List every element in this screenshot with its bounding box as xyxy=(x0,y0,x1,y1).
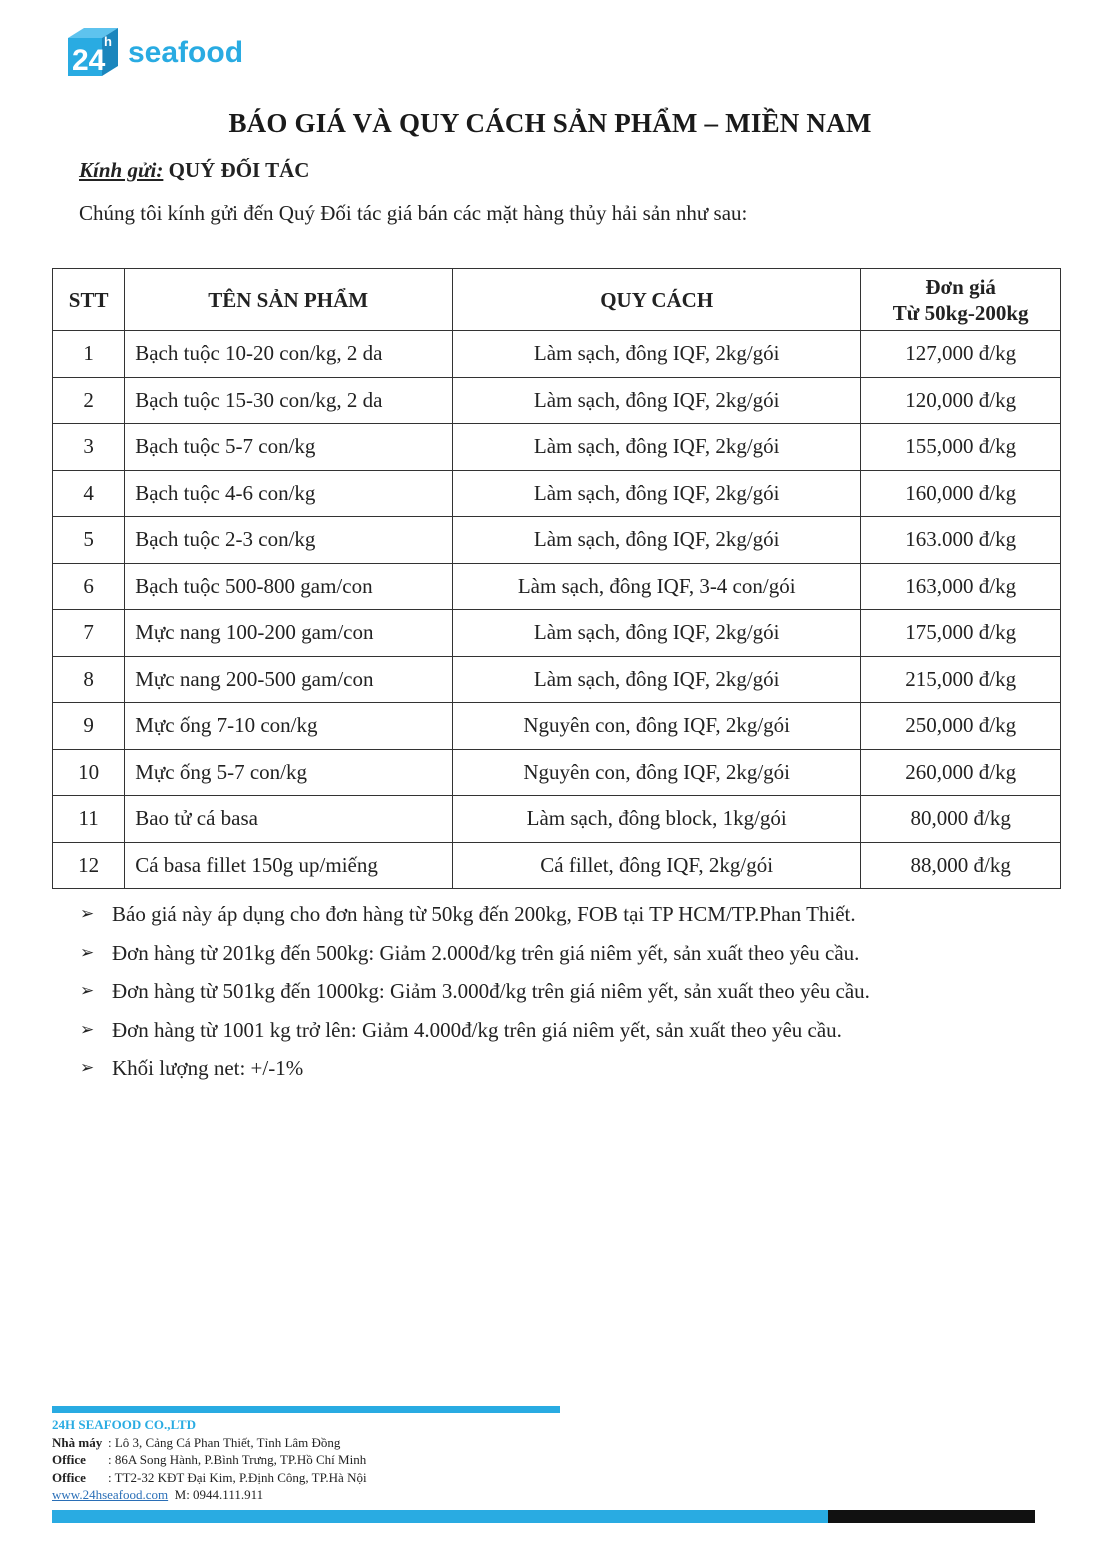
cell-price: 250,000 đ/kg xyxy=(861,703,1061,750)
table-row xyxy=(53,470,1061,517)
svg-text:24: 24 xyxy=(72,44,106,77)
footer-office2-line xyxy=(52,1469,367,1487)
cell-spec: Làm sạch, đông block, 1kg/gói xyxy=(453,796,861,843)
page-title: BÁO GIÁ VÀ QUY CÁCH SẢN PHẨM – MIỀN NAM xyxy=(228,108,872,138)
arrow-bullet-icon: ➢ xyxy=(80,1058,95,1077)
footer-bar-black xyxy=(828,1510,1035,1523)
table-row xyxy=(53,331,1061,378)
table-row xyxy=(53,656,1061,703)
svg-text:seafood: seafood xyxy=(128,36,244,69)
svg-text:h: h xyxy=(104,34,112,49)
cell-spec: Làm sạch, đông IQF, 2kg/gói xyxy=(453,656,861,703)
footer-website-link[interactable]: www.24hseafood.com xyxy=(52,1487,169,1502)
cell-product-name: Mực nang 100-200 gam/con xyxy=(125,610,453,657)
footer-factory-label: Nhà máy xyxy=(52,1434,103,1450)
header-spec: QUY CÁCH xyxy=(453,269,861,331)
note-text: Khối lượng net: +/-1% xyxy=(112,1056,304,1080)
header-price xyxy=(861,269,1061,331)
cell-price: 120,000 đ/kg xyxy=(861,377,1061,424)
table-row xyxy=(53,563,1061,610)
cell-price: 127,000 đ/kg xyxy=(861,331,1061,378)
cell-spec: Làm sạch, đông IQF, 2kg/gói xyxy=(453,470,861,517)
greeting-recipient: QUÝ ĐỐI TÁC xyxy=(168,158,310,182)
cell-price: 155,000 đ/kg xyxy=(861,424,1061,471)
arrow-bullet-icon: ➢ xyxy=(80,1019,95,1039)
footer-factory-address: : Lô 3, Cảng Cá Phan Thiết, Tỉnh Lâm Đồng xyxy=(108,1434,341,1450)
cell-product-name: Bao tử cá basa xyxy=(125,796,453,843)
footer-divider xyxy=(52,1406,560,1413)
table-row xyxy=(53,703,1061,750)
cell-spec: Nguyên con, đông IQF, 2kg/gói xyxy=(453,749,861,796)
table-header-row xyxy=(53,269,1061,331)
cell-product-name: Bạch tuộc 15-30 con/kg, 2 da xyxy=(125,377,453,424)
note-text: Báo giá này áp dụng cho đơn hàng từ 50kg đến 200kg, FOB tại TP HCM/TP.Phan Thiết. xyxy=(112,902,856,926)
footer-contact xyxy=(52,1416,367,1504)
cell-product-name: Bạch tuộc 2-3 con/kg xyxy=(125,517,453,564)
note-item xyxy=(80,975,870,1014)
footer-phone: M: 0944.111.911 xyxy=(174,1487,264,1502)
table-row xyxy=(53,796,1061,843)
cell-price: 160,000 đ/kg xyxy=(861,470,1061,517)
cell-spec: Làm sạch, đông IQF, 2kg/gói xyxy=(453,517,861,564)
price-table xyxy=(52,268,1061,889)
greeting-label: Kính gửi: xyxy=(79,158,164,182)
arrow-bullet-icon: ➢ xyxy=(80,981,95,1000)
cell-stt: 4 xyxy=(53,470,125,517)
header-price-line1: Đơn giá xyxy=(925,274,996,299)
header-stt: STT xyxy=(53,269,125,331)
note-text: Đơn hàng từ 501kg đến 1000kg: Giảm 3.000đ/kg trên giá niêm yết, sản xuất theo yêu cầu. xyxy=(112,979,870,1003)
cell-price: 80,000 đ/kg xyxy=(861,796,1061,843)
cell-product-name: Bạch tuộc 10-20 con/kg, 2 da xyxy=(125,331,453,378)
note-item xyxy=(80,898,870,937)
cell-stt: 9 xyxy=(53,703,125,750)
table-row xyxy=(53,842,1061,889)
cell-stt: 3 xyxy=(53,424,125,471)
table-row xyxy=(53,610,1061,657)
table-row xyxy=(53,377,1061,424)
cell-spec: Cá fillet, đông IQF, 2kg/gói xyxy=(453,842,861,889)
intro-text: Chúng tôi kính gửi đến Quý Đối tác giá bán các mặt hàng thủy hải sản như sau: xyxy=(79,201,748,225)
table-row xyxy=(53,517,1061,564)
footer-web-line xyxy=(52,1486,367,1504)
cell-product-name: Bạch tuộc 5-7 con/kg xyxy=(125,424,453,471)
cell-stt: 11 xyxy=(53,796,125,843)
cell-stt: 2 xyxy=(53,377,125,424)
header-price-line2: Từ 50kg-200kg xyxy=(892,300,1029,325)
note-text: Đơn hàng từ 201kg đến 500kg: Giảm 2.000đ/kg trên giá niêm yết, sản xuất theo yêu cầu. xyxy=(112,940,860,965)
arrow-bullet-icon: ➢ xyxy=(80,904,95,923)
cell-product-name: Mực nang 200-500 gam/con xyxy=(125,656,453,703)
footer-office2-label: Office xyxy=(52,1469,86,1485)
note-text: Đơn hàng từ 1001 kg trở lên: Giảm 4.000đ/kg trên giá niêm yết, sản xuất theo yêu cầu. xyxy=(112,1017,842,1042)
cell-spec: Làm sạch, đông IQF, 3-4 con/gói xyxy=(453,563,861,610)
footer-bar-blue xyxy=(52,1510,828,1523)
cell-stt: 10 xyxy=(53,749,125,796)
cell-price: 163,000 đ/kg xyxy=(861,563,1061,610)
cell-stt: 5 xyxy=(53,517,125,564)
arrow-bullet-icon: ➢ xyxy=(80,942,95,962)
cell-stt: 1 xyxy=(53,331,125,378)
footer-office1-address: : 86A Song Hành, P.Bình Trưng, TP.Hồ Chí Minh xyxy=(108,1452,367,1467)
note-item xyxy=(80,937,870,976)
cell-product-name: Bạch tuộc 4-6 con/kg xyxy=(125,470,453,517)
header-product-name: TÊN SẢN PHẨM xyxy=(125,269,453,331)
cell-product-name: Cá basa fillet 150g up/miếng xyxy=(125,842,453,889)
footer-office1-label: Office xyxy=(52,1452,86,1467)
cell-spec: Làm sạch, đông IQF, 2kg/gói xyxy=(453,331,861,378)
cell-stt: 8 xyxy=(53,656,125,703)
greeting xyxy=(79,158,309,183)
cell-price: 260,000 đ/kg xyxy=(861,749,1061,796)
note-item xyxy=(80,1014,870,1053)
table-row xyxy=(53,424,1061,471)
cell-spec: Làm sạch, đông IQF, 2kg/gói xyxy=(453,424,861,471)
cell-price: 175,000 đ/kg xyxy=(861,610,1061,657)
cell-stt: 12 xyxy=(53,842,125,889)
cell-stt: 6 xyxy=(53,563,125,610)
cell-product-name: Mực ống 5-7 con/kg xyxy=(125,749,453,796)
cell-product-name: Mực ống 7-10 con/kg xyxy=(125,703,453,750)
note-item xyxy=(80,1052,870,1091)
table-row xyxy=(53,749,1061,796)
cell-product-name: Bạch tuộc 500-800 gam/con xyxy=(125,563,453,610)
cell-stt: 7 xyxy=(53,610,125,657)
cell-price: 163.000 đ/kg xyxy=(861,517,1061,564)
footer-factory-line xyxy=(52,1434,367,1452)
footer-office2-address: : TT2-32 KĐT Đại Kim, P.Định Công, TP.Hà Nội xyxy=(108,1469,367,1485)
cell-price: 215,000 đ/kg xyxy=(861,656,1061,703)
cell-spec: Làm sạch, đông IQF, 2kg/gói xyxy=(453,610,861,657)
footer-office1-line xyxy=(52,1451,367,1469)
company-logo xyxy=(66,24,296,80)
cell-spec: Làm sạch, đông IQF, 2kg/gói xyxy=(453,377,861,424)
notes-list xyxy=(80,898,870,1091)
footer-company-name: 24H SEAFOOD CO.,LTD xyxy=(52,1417,196,1432)
cell-spec: Nguyên con, đông IQF, 2kg/gói xyxy=(453,703,861,750)
cell-price: 88,000 đ/kg xyxy=(861,842,1061,889)
